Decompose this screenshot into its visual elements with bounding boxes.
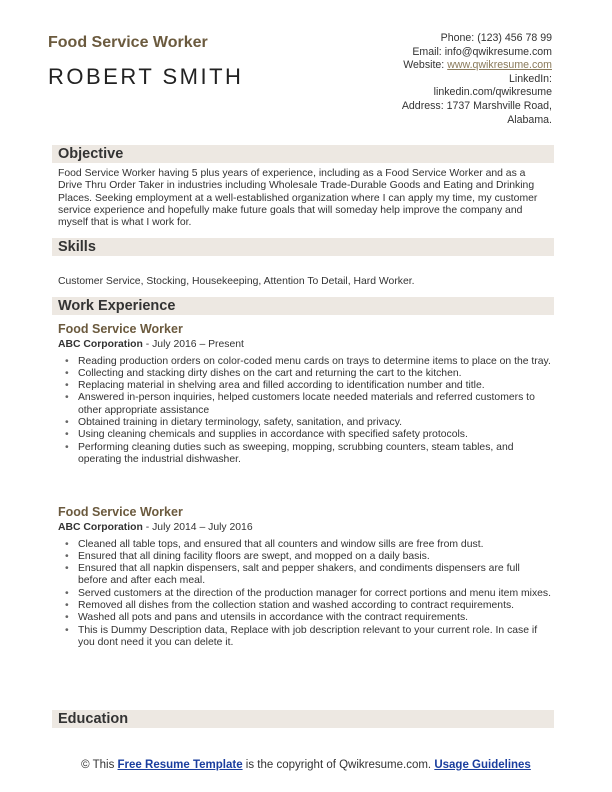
job-entry xyxy=(58,323,552,466)
skills-title: Skills xyxy=(58,239,96,255)
linkedin-label: LinkedIn: xyxy=(509,72,552,85)
website-label: Website: xyxy=(403,59,448,72)
job-duties-list xyxy=(58,539,552,650)
website-line xyxy=(402,59,552,73)
duty-item: • Ensured that all dining facility floors are swept, and mopped on a daily basis. xyxy=(78,551,552,563)
usage-guidelines-link[interactable]: Usage Guidelines xyxy=(434,759,531,771)
contact-block xyxy=(402,32,552,127)
education-section-header xyxy=(52,710,554,728)
company-line xyxy=(58,339,552,351)
resume-header xyxy=(48,30,552,130)
duty-item: • Ensured that all napkin dispensers, salt and pepper shakers, and condiments dispensers are full before and after each meal. xyxy=(78,563,552,588)
duty-item: • This is Dummy Description data, Replace with job description relevant to your current role. In case if you dont need it you can delete it. xyxy=(78,625,552,650)
job-duties-list xyxy=(58,356,552,467)
work-title: Work Experience xyxy=(58,298,176,314)
footer-middle: is the copyright of Qwikresume.com. xyxy=(242,759,435,771)
job-entry xyxy=(58,506,552,649)
company-line xyxy=(58,522,552,534)
email-line: Email: info@qwikresume.com xyxy=(412,45,552,58)
job-title: Food Service Worker xyxy=(58,322,183,336)
footer-prefix: © This xyxy=(81,759,118,771)
duty-item: • Using cleaning chemicals and supplies in accordance with specified safety protocols. xyxy=(78,429,552,441)
objective-text: Food Service Worker having 5 plus years of experience, including as a Food Service Worker and as a Drive Thru Order Taker in industries including Wholesale Trade-Durable Goods and Eating and Drinking Places. Seeking employment at a well-established organization where I can apply my time, my customer service experience and hopefully make future goals that will someday help improve the company and myself that is what I work for. xyxy=(58,168,538,229)
duty-item: • Cleaned all table tops, and ensured that all counters and window sills are free from dust. xyxy=(78,539,552,551)
copyright-footer xyxy=(60,758,552,772)
website-link[interactable]: www.qwikresume.com xyxy=(447,59,552,72)
duty-item: • Served customers at the direction of the production manager for correct portions and menu item mixes. xyxy=(78,588,552,600)
skills-text: Customer Service, Stocking, Housekeeping, Attention To Detail, Hard Worker. xyxy=(58,276,415,287)
company-name: ABC Corporation xyxy=(58,339,143,351)
duty-item: • Reading production orders on color-coded menu cards on trays to determine items to place on the tray. xyxy=(78,356,552,368)
company-name: ABC Corporation xyxy=(58,522,143,534)
education-title: Education xyxy=(58,711,129,727)
address-line-1: Address: 1737 Marshville Road, xyxy=(401,99,552,112)
job-title: Food Service Worker xyxy=(58,505,183,519)
linkedin-value: linkedin.com/qwikresume xyxy=(433,86,552,99)
free-resume-template-link[interactable]: Free Resume Template xyxy=(117,759,243,771)
duty-item: • Performing cleaning duties such as sweeping, mopping, scrubbing counters, steam tables, and operating the industrial dishwasher. xyxy=(78,442,552,467)
address-line-2: Alabama. xyxy=(507,113,552,126)
skills-section-header xyxy=(52,238,554,256)
duty-item: • Replacing material in shelving area and filled according to identification number and title. xyxy=(78,380,552,392)
phone-line: Phone: (123) 456 78 99 xyxy=(440,32,552,44)
duty-item: • Answered in-person inquiries, helped customers locate needed materials and referred customers to other appropriate assistance xyxy=(78,392,552,417)
duty-item: • Obtained training in dietary terminology, safety, sanitation, and privacy. xyxy=(78,417,552,429)
objective-title: Objective xyxy=(58,146,124,162)
candidate-name: ROBERT SMITH xyxy=(48,64,244,89)
job-dates: - July 2016 – Present xyxy=(142,339,244,351)
work-section-header xyxy=(52,297,554,315)
duty-item: • Removed all dishes from the collection station and washed according to contract requirements. xyxy=(78,600,552,612)
objective-section-header xyxy=(52,145,554,163)
header-job-title: Food Service Worker xyxy=(48,34,208,51)
duty-item: • Washed all pots and pans and utensils in accordance with the contract requirements. xyxy=(78,612,552,624)
duty-item: • Collecting and stacking dirty dishes on the cart and returning the cart to the kitchen. xyxy=(78,368,552,380)
job-dates: - July 2014 – July 2016 xyxy=(142,522,253,534)
